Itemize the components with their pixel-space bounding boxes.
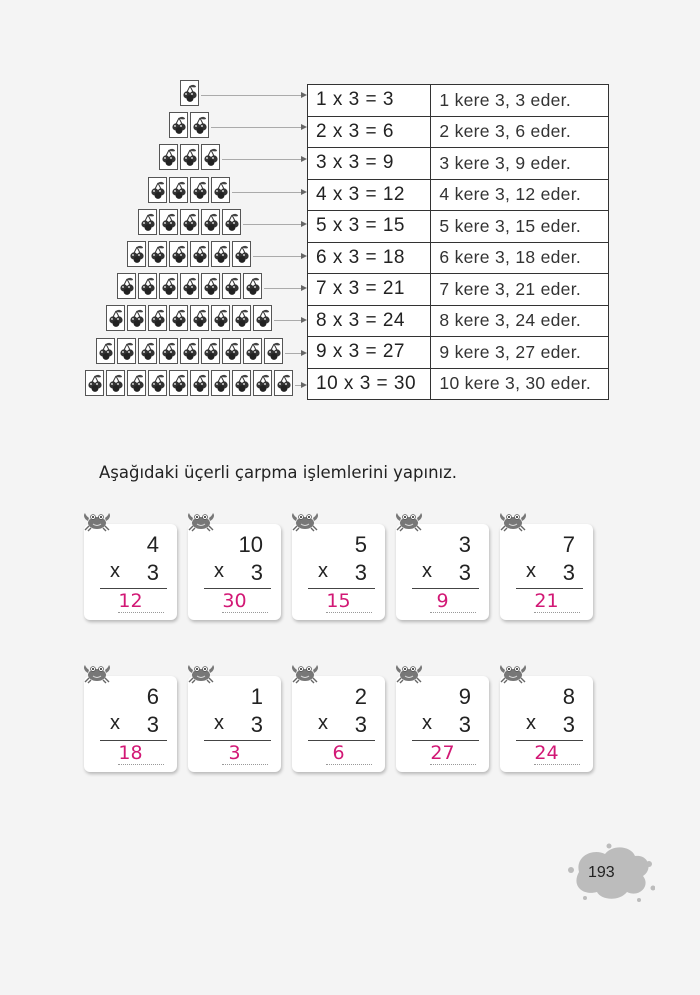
cherry-icon [169,305,188,331]
cherry-icon [211,305,230,331]
table-row [308,368,609,400]
answer-dotted-line [118,612,164,613]
multiplier: 3 [562,560,575,585]
cherry-icon [85,370,104,396]
equation-cell: 7 x 3 = 21 [308,274,431,306]
multiplicand: 3 [458,532,471,557]
cherry-icon [201,144,220,170]
times-sign: x [110,560,120,582]
cherry-icon [138,209,157,235]
arrow-icon [295,385,305,386]
crab-icon [186,510,216,537]
equation-cell: 4 x 3 = 12 [308,179,431,211]
multiplicand: 9 [458,684,471,709]
result-line [412,588,479,589]
table-row [308,116,609,148]
pyramid-row [85,368,295,398]
crab-icon [186,662,216,689]
crab-icon [498,662,528,689]
pyramid-row [159,142,222,172]
cherry-icon [169,370,188,396]
cherry-icon [180,209,199,235]
exercise-card [84,676,177,772]
cherry-icon [222,209,241,235]
crab-icon [290,510,320,537]
arrow-icon [274,320,305,321]
exercise-card [84,524,177,620]
handwritten-answer: 12 [118,590,143,612]
answer-dotted-line [326,764,372,765]
arrow-icon [264,288,306,289]
multiplier: 3 [354,560,367,585]
arrow-icon [222,159,306,160]
cherry-icon [159,273,178,299]
cherry-icon [211,370,230,396]
pyramid-row [127,239,253,269]
cherry-icon [159,144,178,170]
cherry-icon [117,338,136,364]
cherry-icon [148,241,167,267]
result-line [516,588,583,589]
cherry-icon [232,370,251,396]
handwritten-answer: 6 [332,742,345,764]
table-row [308,305,609,337]
crab-icon [290,662,320,689]
times-sign: x [318,560,328,582]
cherry-icon [243,338,262,364]
multiplicand: 2 [354,684,367,709]
equation-cell: 10 x 3 = 30 [308,368,431,400]
cherry-icon [264,338,283,364]
answer-dotted-line [222,764,268,765]
multiplier: 3 [354,712,367,737]
sentence-cell: 4 kere 3, 12 eder. [431,179,609,211]
multiplicand: 1 [250,684,263,709]
multiplicand: 8 [562,684,575,709]
exercise-card [292,524,385,620]
answer-dotted-line [118,764,164,765]
answer-dotted-line [534,764,580,765]
cherry-icon [169,241,188,267]
cherry-icon [138,338,157,364]
equation-cell: 3 x 3 = 9 [308,148,431,180]
sentence-cell: 9 kere 3, 27 eder. [431,337,609,369]
handwritten-answer: 18 [118,742,143,764]
sentence-cell: 8 kere 3, 24 eder. [431,305,609,337]
cherry-icon [190,112,209,138]
answer-dotted-line [326,612,372,613]
equation-cell: 9 x 3 = 27 [308,337,431,369]
sentence-cell: 6 kere 3, 18 eder. [431,242,609,274]
pyramid-row [106,303,274,333]
cherry-icon [201,209,220,235]
sentence-cell: 3 kere 3, 9 eder. [431,148,609,180]
cherry-icon [211,241,230,267]
arrow-icon [253,256,305,257]
pyramid-row [148,175,232,205]
answer-dotted-line [430,612,476,613]
sentence-cell: 5 kere 3, 15 eder. [431,211,609,243]
cherry-icon [180,144,199,170]
handwritten-answer: 21 [534,590,559,612]
cherry-icon [127,370,146,396]
multiplier: 3 [250,712,263,737]
arrow-icon [201,95,306,96]
cherry-icon [169,112,188,138]
handwritten-answer: 15 [326,590,351,612]
equation-cell: 2 x 3 = 6 [308,116,431,148]
cherry-icon [222,338,241,364]
result-line [204,740,271,741]
times-sign: x [422,560,432,582]
cherry-icon [201,338,220,364]
arrow-icon [285,353,306,354]
cherry-icon [253,370,272,396]
answer-dotted-line [430,764,476,765]
cherry-icon [243,273,262,299]
exercise-card [188,524,281,620]
times-sign: x [214,712,224,734]
pyramid-row [138,207,243,237]
times-sign: x [110,712,120,734]
table-row [308,274,609,306]
result-line [100,588,167,589]
table-row [308,179,609,211]
arrow-icon [232,192,305,193]
result-line [308,740,375,741]
cherry-icon [190,241,209,267]
cherry-icon [127,241,146,267]
result-line [204,588,271,589]
exercise-card [500,524,593,620]
sentence-cell: 2 kere 3, 6 eder. [431,116,609,148]
cherry-icon [232,305,251,331]
multiplier: 3 [146,560,159,585]
sentence-cell: 10 kere 3, 30 eder. [431,368,609,400]
cherry-icon [222,273,241,299]
handwritten-answer: 24 [534,742,559,764]
exercise-card [396,676,489,772]
table-row [308,148,609,180]
times-sign: x [526,560,536,582]
handwritten-answer: 3 [228,742,241,764]
cherry-icon [159,209,178,235]
times-sign: x [422,712,432,734]
answer-dotted-line [222,612,268,613]
multiplier: 3 [250,560,263,585]
crab-icon [82,510,112,537]
equation-cell: 1 x 3 = 3 [308,85,431,117]
result-line [516,740,583,741]
cherry-icon [138,273,157,299]
cherry-icon [201,273,220,299]
answer-dotted-line [534,612,580,613]
cherry-icon [127,305,146,331]
cherry-icon [148,305,167,331]
exercise-card [292,676,385,772]
cherry-icon [190,177,209,203]
cherry-icon [180,273,199,299]
multiplicand: 7 [562,532,575,557]
exercise-card [188,676,281,772]
pyramid-row [169,110,211,140]
multiplier: 3 [458,712,471,737]
table-row [308,337,609,369]
exercise-card [396,524,489,620]
handwritten-answer: 27 [430,742,455,764]
multiplication-table [307,84,609,400]
times-sign: x [214,560,224,582]
result-line [308,588,375,589]
cherry-icon [106,370,125,396]
page-number: 193 [588,864,615,881]
pyramid-row [180,78,201,108]
multiplicand: 4 [146,532,159,557]
cherry-icon [253,305,272,331]
multiplicand: 5 [354,532,367,557]
table-row [308,242,609,274]
pyramid-row [117,271,264,301]
table-row [308,85,609,117]
crab-icon [394,662,424,689]
cherry-icon [148,370,167,396]
times-sign: x [318,712,328,734]
crab-icon [394,510,424,537]
cherry-icon [190,370,209,396]
equation-cell: 8 x 3 = 24 [308,305,431,337]
multiplier: 3 [458,560,471,585]
times-sign: x [526,712,536,734]
cherry-icon [148,177,167,203]
exercise-card [500,676,593,772]
equation-cell: 5 x 3 = 15 [308,211,431,243]
cherry-icon [180,338,199,364]
cherry-icon [159,338,178,364]
instruction-text: Aşağıdaki üçerli çarpma işlemlerini yapınız. [99,463,458,482]
cherry-icon [180,80,199,106]
crab-icon [82,662,112,689]
sentence-cell: 7 kere 3, 21 eder. [431,274,609,306]
sentence-cell: 1 kere 3, 3 eder. [431,85,609,117]
result-line [412,740,479,741]
result-line [100,740,167,741]
multiplicand: 6 [146,684,159,709]
cherry-icon [211,177,230,203]
cherry-icon [96,338,115,364]
handwritten-answer: 9 [436,590,449,612]
equation-cell: 6 x 3 = 18 [308,242,431,274]
cherry-icon [106,305,125,331]
cherry-icon [190,305,209,331]
arrow-icon [211,127,305,128]
table-row [308,211,609,243]
pyramid-row [96,336,285,366]
handwritten-answer: 30 [222,590,247,612]
multiplier: 3 [562,712,575,737]
multiplier: 3 [146,712,159,737]
cherry-icon [274,370,293,396]
cherry-icon [117,273,136,299]
arrow-icon [243,224,306,225]
cherry-icon [169,177,188,203]
crab-icon [498,510,528,537]
multiplicand: 10 [238,532,263,557]
cherry-icon [232,241,251,267]
